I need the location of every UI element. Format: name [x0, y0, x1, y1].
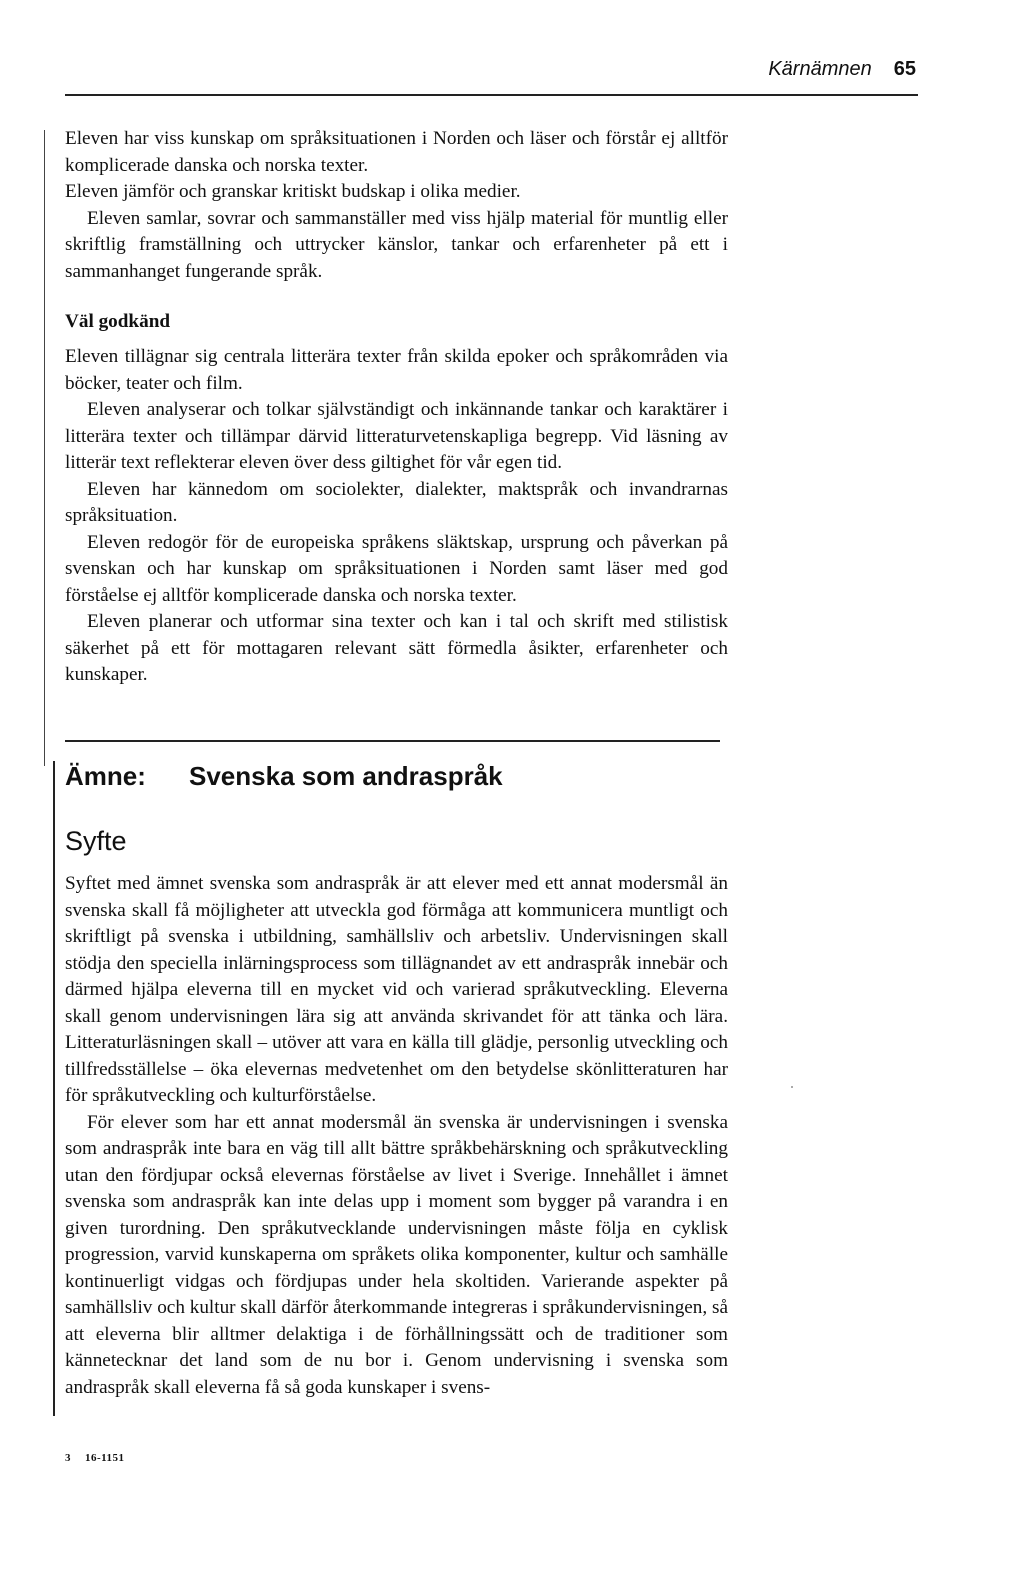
- criteria-block: [65, 126, 728, 285]
- section-rule: [65, 740, 720, 742]
- val-godkand-paragraph: Eleven tillägnar sig centrala litterära texter från skilda epoker och språkområden via böcker, teater och film.: [65, 346, 728, 394]
- syfte-block: [65, 871, 728, 1401]
- subject-label: Ämne:: [65, 761, 146, 791]
- printer-signature: [65, 1452, 125, 1464]
- val-godkand-paragraph: Eleven planerar och utformar sina texter och kan i tal och skrift med stilistisk säkerhet på ett för mottagaren relevant sätt förmedla åsikter, erfarenheter och kunskaper.: [65, 611, 728, 685]
- syfte-paragraph: För elever som har ett annat modersmål än svenska är undervisningen i svenska som andraspråk inte bara en väg till allt bättre språkbehärskning och språkutveckling utan den fördjupar också elevernas förståelse av livet i Sverige. Innehållet i ämnet svenska som andraspråk kan inte delas upp i moment som bygger på varandra i en given turordning. Den språkutvecklande undervisningen måste följa en cyklisk progression, varvid kunskaperna om språkets olika komponenter, kultur och samhälle kontinuerligt vidgas och fördjupas under hela skoltiden. Varierande aspekter på samhällsliv och kultur skall därför återkommande integreras i språkundervisningen, så att eleverna blir alltmer delaktiga i de förhållningssätt och de traditioner som kännetecknar det land som de nu bor i. Genom undervisning i svenska som andraspråk skall eleverna få så goda kunskaper i svens-: [65, 1111, 728, 1398]
- subject-title: Svenska som andraspråk: [189, 761, 503, 791]
- syfte-heading: Syfte: [65, 826, 127, 856]
- val-godkand-heading: Väl godkänd: [65, 311, 171, 332]
- val-godkand-paragraph: Eleven redogör för de europeiska språkens släktskap, ursprung och påverkan på svenskan och har kunskap om språksituationen i Norden samt läser med god förståelse ej alltför komplicerade danska och norska texter.: [65, 531, 728, 606]
- page-number: 65: [893, 58, 916, 80]
- criteria-paragraph: Eleven samlar, sovrar och sammanställer med viss hjälp material för muntlig eller skriftlig framställning och uttrycker känslor, tankar och erfarenheter på ett i sammanhanget fungerande språk.: [65, 207, 728, 282]
- val-godkand-block: [65, 344, 728, 689]
- running-head: [0, 58, 916, 81]
- scan-speck: [791, 1086, 793, 1088]
- syfte-paragraph: Syftet med ämnet svenska som andraspråk är att elever med ett annat modersmål än svenska skall få möjligheter att utveckla god förmåga att kommunicera muntligt och skriftligt på svenska i utbildning, samhällsliv och arbetsliv. Undervisningen skall stödja den speciella inlärningsprocess som tillägnandet av ett andraspråk innebär och därmed hjälpa eleverna till en mycket vid och varierad språkutveckling. Eleverna skall genom undervisningen lära sig att använda skrivandet för att tänka och lära. Litteraturläsningen skall – utöver att vara en källa till glädje, personlig utveckling och tillfredsställelse – öka elevernas medvetenhet om den betydelse skönlitteraturen har för språkutveckling och kulturförståelse.: [65, 873, 728, 1106]
- print-code: 16-1151: [85, 1452, 125, 1464]
- margin-bar-upper: [44, 130, 45, 766]
- val-godkand-paragraph: Eleven analyserar och tolkar självständigt och inkännande tankar och karaktärer i litterära texter och tillämpar därvid litteraturvetenskapliga begrepp. Vid läsning av litterär text reflekterar eleven över dess giltighet för vår egen tid.: [65, 399, 728, 473]
- margin-bar-lower: [53, 761, 55, 1416]
- header-rule: [65, 94, 918, 96]
- val-godkand-section: [65, 309, 728, 336]
- criteria-paragraph: Eleven jämför och granskar kritiskt budskap i olika medier.: [65, 181, 521, 202]
- criteria-paragraph: Eleven har viss kunskap om språksituationen i Norden och läser och förstår ej alltför komplicerade danska och norska texter.: [65, 128, 728, 176]
- signature-number: 3: [65, 1452, 71, 1464]
- running-title: Kärnämnen: [768, 58, 872, 80]
- val-godkand-paragraph: Eleven har kännedom om sociolekter, dialekter, maktspråk och invandrarnas språksituation.: [65, 478, 728, 526]
